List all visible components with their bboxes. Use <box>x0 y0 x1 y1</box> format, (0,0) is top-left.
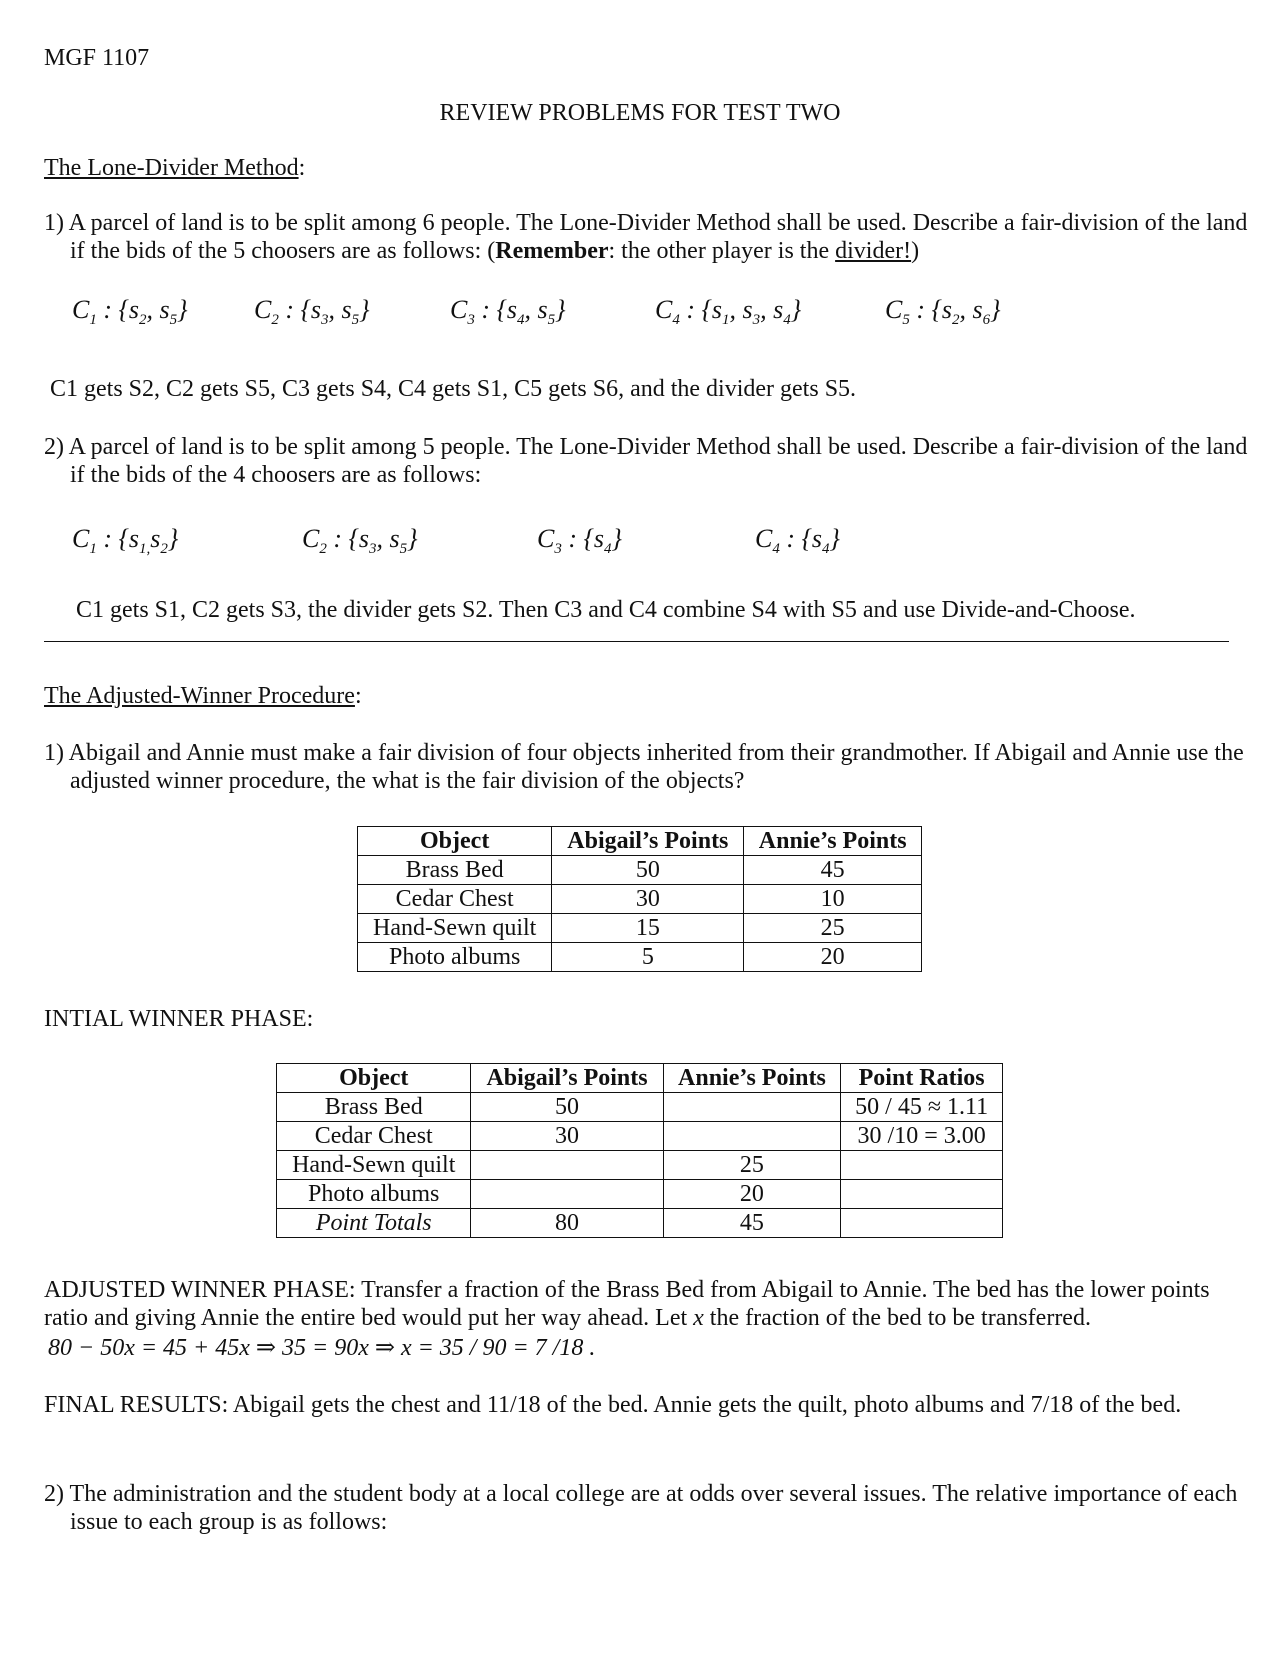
bid-c1: $C_1$ : {$s_2$, $s_5$} <box>72 295 188 329</box>
table-cell <box>841 1209 1003 1238</box>
table-header: Annie’s Points <box>744 827 922 856</box>
bid-c4: $C_4$ : $\{s_4\}$ <box>755 524 840 558</box>
table-cell: Brass Bed <box>358 856 552 885</box>
page-title: REVIEW PROBLEMS FOR TEST TWO <box>439 100 841 126</box>
table-cell: 50 <box>552 856 744 885</box>
table-row <box>358 943 922 972</box>
bid-c2: $C_2$ : {$s_3$, $s_5$} <box>254 295 370 329</box>
table-cell: 20 <box>744 943 922 972</box>
initial-winner-label: INTIAL WINNER PHASE: <box>44 1006 314 1032</box>
table-cell: Hand-Sewn quilt <box>358 914 552 943</box>
table-cell <box>663 1093 841 1122</box>
table-cell: Hand-Sewn quilt <box>277 1151 471 1180</box>
table-cell: 20 <box>663 1180 841 1209</box>
table-cell: 30 /10 = 3.00 <box>841 1122 1003 1151</box>
table-cell: 50 <box>471 1093 663 1122</box>
transfer-equation: 80 − 50x = 45 + 45x ⇒ 35 = 90x ⇒ x = 35 / 90 = 7 /18 . <box>48 1335 596 1361</box>
table-cell: Point Totals <box>277 1209 471 1238</box>
table-header: Abigail’s Points <box>471 1064 663 1093</box>
table-row <box>277 1180 1003 1209</box>
table-cell: Photo albums <box>358 943 552 972</box>
answer-problem-2: C1 gets S1, C2 gets S3, the divider gets S2. Then C3 and C4 combine S4 with S5 and use Divide-and-Choose. <box>76 597 1136 623</box>
bid-c3: $C_3$ : $\{s_4\}$ <box>537 524 622 558</box>
table-row <box>277 1122 1003 1151</box>
table-header-row <box>358 827 922 856</box>
table-cell <box>841 1180 1003 1209</box>
table-header: Object <box>358 827 552 856</box>
table-cell <box>841 1151 1003 1180</box>
final-results: FINAL RESULTS: Abigail gets the chest and 11/18 of the bed. Annie gets the quilt, photo albums and 7/18 of the bed. <box>44 1392 1182 1418</box>
table-cell: 30 <box>471 1122 663 1151</box>
table-row <box>277 1093 1003 1122</box>
table-header: Object <box>277 1064 471 1093</box>
bid-c2: $C_2$ : {$s_3$, $s_5$} <box>302 524 418 558</box>
table-cell: 45 <box>663 1209 841 1238</box>
lone-divider-problem-1: 1) A parcel of land is to be split among 6 people. The Lone-Divider Method shall be used. Describe a fair-division of the land if the bids of the 5 choosers are as follows: (Remember: the other player is the divider!) <box>44 210 1248 264</box>
bid-c5: $C_5$ : {$s_2$, $s_6$} <box>885 295 1001 329</box>
bid-c4: $C_4$ : {$s_1$, $s_3$, $s_4$} <box>655 295 802 329</box>
table-header: Abigail’s Points <box>552 827 744 856</box>
table-cell <box>471 1151 663 1180</box>
table-row <box>358 856 922 885</box>
bid-c1: $C_1$ : $\{s_{1,}s_2\}$ <box>72 524 179 558</box>
table-cell: 5 <box>552 943 744 972</box>
lone-divider-problem-2: 2) A parcel of land is to be split among 5 people. The Lone-Divider Method shall be used. Describe a fair-division of the land if the bids of the 4 choosers are as follows: <box>44 434 1248 488</box>
bid-c3: $C_3$ : {$s_4$, $s_5$} <box>450 295 566 329</box>
table-row <box>358 914 922 943</box>
table-cell: 25 <box>744 914 922 943</box>
table-cell: Photo albums <box>277 1180 471 1209</box>
adjusted-winner-phase-text: ADJUSTED WINNER PHASE: Transfer a fraction of the Brass Bed from Abigail to Annie. The bed has the lower points ratio and giving Annie the entire bed would put her way ahead. Let x the fraction of the bed to be transferred. <box>44 1277 1210 1331</box>
table-cell: 80 <box>471 1209 663 1238</box>
table-row <box>277 1151 1003 1180</box>
answer-problem-1: C1 gets S2, C2 gets S5, C3 gets S4, C4 gets S1, C5 gets S6, and the divider gets S5. <box>50 376 857 402</box>
section-divider <box>44 641 1229 642</box>
table-totals-row <box>277 1209 1003 1238</box>
table-cell: 10 <box>744 885 922 914</box>
table-header: Point Ratios <box>841 1064 1003 1093</box>
section-heading-lone-divider: The Lone-Divider Method: <box>44 155 306 181</box>
table-cell: 30 <box>552 885 744 914</box>
table-cell: 15 <box>552 914 744 943</box>
course-code: MGF 1107 <box>44 45 150 71</box>
table-cell: Cedar Chest <box>358 885 552 914</box>
table-cell: 50 / 45 ≈ 1.11 <box>841 1093 1003 1122</box>
table-cell <box>471 1180 663 1209</box>
table-header-row <box>277 1064 1003 1093</box>
table-cell: Cedar Chest <box>277 1122 471 1151</box>
table-row <box>358 885 922 914</box>
table-cell <box>663 1122 841 1151</box>
adjusted-winner-problem-1: 1) Abigail and Annie must make a fair division of four objects inherited from their grandmother. If Abigail and Annie use the adjusted winner procedure, the what is the fair division of the objects? <box>44 740 1244 794</box>
points-table <box>357 826 922 972</box>
table-header: Annie’s Points <box>663 1064 841 1093</box>
adjusted-winner-problem-2: 2) The administration and the student body at a local college are at odds over several issues. The relative importance of each issue to each group is as follows: <box>44 1481 1238 1535</box>
section-heading-adjusted-winner: The Adjusted-Winner Procedure: <box>44 683 362 709</box>
table-cell: 25 <box>663 1151 841 1180</box>
table-cell: Brass Bed <box>277 1093 471 1122</box>
initial-winner-table <box>276 1063 1003 1238</box>
table-cell: 45 <box>744 856 922 885</box>
